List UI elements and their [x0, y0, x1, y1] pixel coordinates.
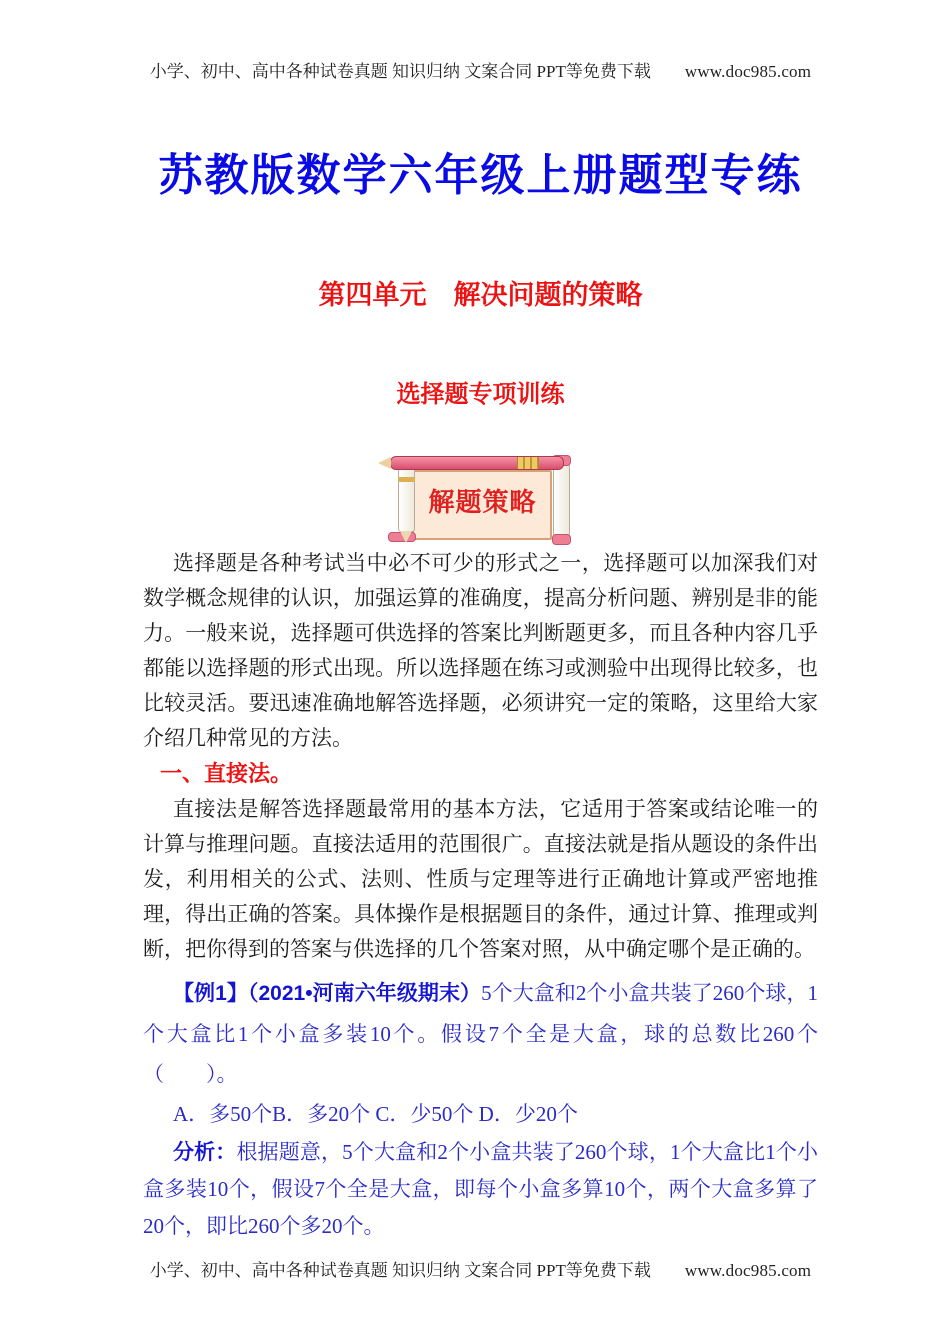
section-heading: 选择题专项训练	[396, 381, 565, 408]
pencil-ferrule-icon	[517, 457, 539, 469]
method-paragraph: 直接法是解答选择题最常用的基本方法，它适用于答案或结论唯一的计算与推理问题。直接法适用的范围很广。直接法就是指从题设的条件出发，利用相关的公式、法则、性质与定理等进行正确地计算或严密地推理，得出正确的答案。具体操作是根据题目的条件，通过计算、推理或判断，把你得到的答案与供选择的几个答案对照，从中确定哪个是正确的。	[143, 797, 818, 961]
header-text: 小学、初中、高中各种试卷真题 知识归纳 文案合同 PPT等免费下载	[149, 62, 651, 81]
analysis-label: 分析：	[173, 1141, 237, 1164]
header-url: www.doc985.com	[684, 62, 812, 81]
analysis-text: 根据题意，5个大盒和2个小盒共装了260个球，1个大盒比1个小盒多装10个，假设7个全是大盒，即每个小盒多算10个，两个大盒多算了20个，即比260个多20个。	[143, 1140, 818, 1238]
document-title: 苏教版数学六年级上册题型专练	[158, 151, 803, 200]
roller-band-icon	[398, 477, 415, 482]
strategy-banner	[392, 452, 570, 550]
example-source: （2021•河南六年级期末）	[247, 982, 482, 1005]
pencil-icon	[390, 456, 564, 470]
footer-url: www.doc985.com	[684, 1261, 812, 1280]
options-line: A．多50个B．多20个 C．少50个 D．少20个	[173, 1102, 578, 1126]
banner-label: 解题策略	[428, 487, 537, 517]
scroll-roller-right-icon	[553, 464, 570, 536]
roller-tip-icon	[400, 531, 412, 543]
method-heading: 一、直接法。	[160, 761, 293, 786]
footer-text: 小学、初中、高中各种试卷真题 知识归纳 文案合同 PPT等免费下载	[149, 1261, 651, 1280]
roller-cap-icon	[552, 534, 571, 545]
unit-heading: 第四单元 解决问题的策略	[318, 280, 643, 310]
scroll-roller-left-icon	[398, 468, 415, 532]
pencil-tip-icon	[378, 457, 391, 469]
example-label: 【例1】	[173, 982, 248, 1005]
analysis-paragraph	[143, 1134, 818, 1245]
example-question: 5个大盒和2个小盒共装了260个球，1个大盒比1个小盒多装10个。假设7个全是大盒，球的总数比260个（ ）。	[143, 981, 819, 1086]
intro-paragraph: 选择题是各种考试当中必不可少的形式之一，选择题可以加深我们对数学概念规律的认识，加强运算的准确度，提高分析问题、辨别是非的能力。一般来说，选择题可供选择的答案比判断题更多，而且各种内容几乎都能以选择题的形式出现。所以选择题在练习或测验中出现得比较多，也比较灵活。要迅速准确地解答选择题，必须讲究一定的策略，这里给大家介绍几种常见的方法。	[143, 551, 818, 750]
page-footer	[143, 1261, 818, 1281]
page-header	[143, 0, 818, 82]
example-paragraph	[143, 973, 818, 1094]
document-page	[143, 0, 818, 1281]
